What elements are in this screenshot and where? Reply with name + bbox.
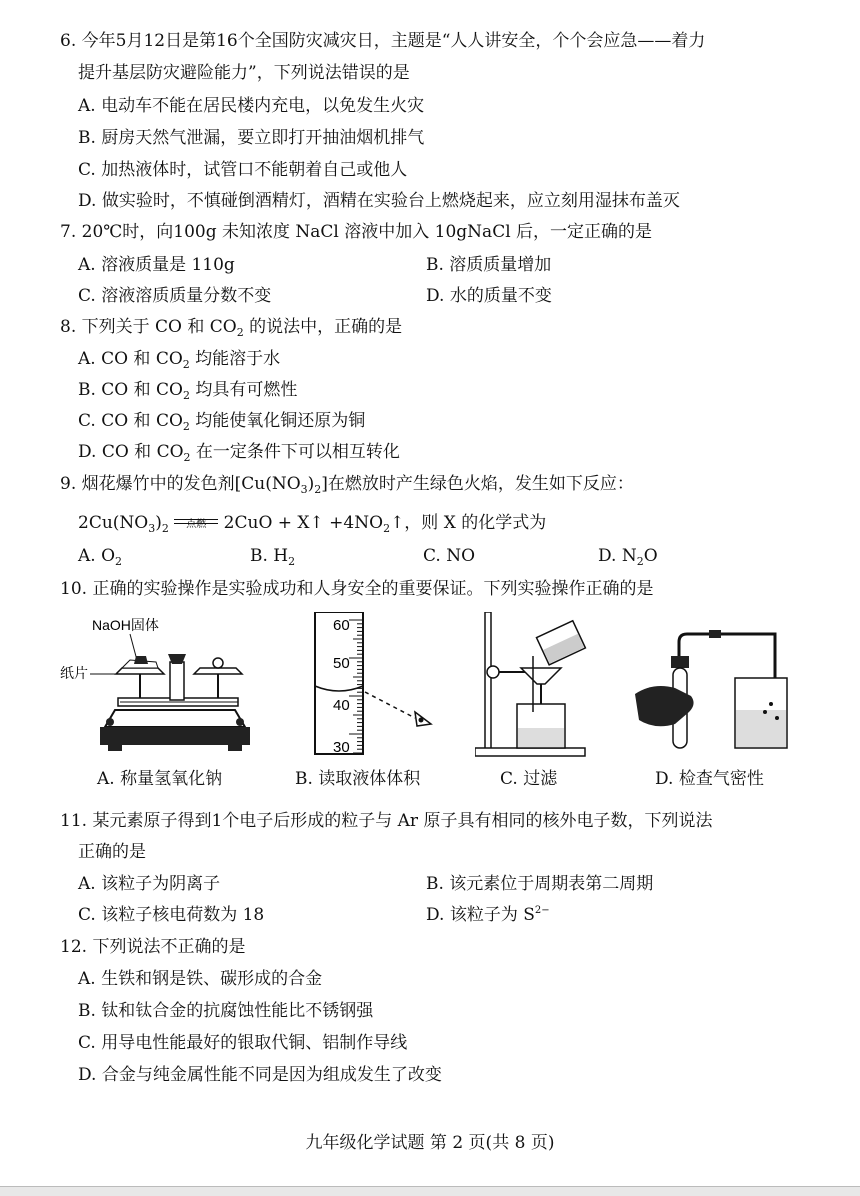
figure-d-caption: D. 检查气密性 xyxy=(655,769,764,789)
q11-stem-line2: 正确的是 xyxy=(78,842,146,862)
q7-option-a: A. 溶液质量是 110g xyxy=(78,255,235,275)
q7-option-c: C. 溶液溶质质量分数不变 xyxy=(78,286,272,306)
q9-option-a: A. $O_2$ xyxy=(78,546,123,568)
q8-option-c: C. CO 和 $CO_2$ 均能使氧化铜还原为铜 xyxy=(78,411,366,433)
cylinder-figure xyxy=(295,612,465,762)
q9-equation: $2Cu(NO_3)_2$ 点燃 2CuO + X↑ $+4NO_2↑$，则 X 的化学式为 xyxy=(78,513,547,535)
q11-option-b: B. 该元素位于周期表第二周期 xyxy=(426,874,654,894)
q6-option-a: A. 电动车不能在居民楼内充电，以免发生火灾 xyxy=(78,96,425,116)
q8-option-b: B. CO 和 $CO_2$ 均具有可燃性 xyxy=(78,380,298,402)
q12-option-d: D. 合金与纯金属性能不同是因为组成发生了改变 xyxy=(78,1065,442,1085)
figure-a-caption: A. 称量氢氧化钠 xyxy=(97,769,223,789)
q7-option-d: D. 水的质量不变 xyxy=(426,286,552,306)
balance-figure xyxy=(60,612,260,762)
q6-stem-line2: 提升基层防灾避险能力”，下列说法错误的是 xyxy=(78,63,410,83)
q7-stem: 7. 20℃时，向100g 未知浓度 NaCl 溶液中加入 10gNaCl 后，一定正确的是 xyxy=(60,222,653,242)
tick-label-50: 50 xyxy=(333,655,350,672)
tick-label-30: 30 xyxy=(333,739,350,756)
airtightness-figure xyxy=(635,612,790,762)
q12-stem: 12. 下列说法不正确的是 xyxy=(60,937,246,957)
paper-label: 纸片 xyxy=(60,665,88,681)
q11-stem-line1: 11. 某元素原子得到1个电子后形成的粒子与 Ar 原子具有相同的核外电子数，下列说法 xyxy=(60,811,713,831)
q11-option-a: A. 该粒子为阴离子 xyxy=(78,874,221,894)
q12-option-c: C. 用导电性能最好的银取代铜、铝制作导线 xyxy=(78,1033,408,1053)
q6-option-b: B. 厨房天然气泄漏，要立即打开抽油烟机排气 xyxy=(78,128,425,148)
q6-option-c: C. 加热液体时，试管口不能朝着自己或他人 xyxy=(78,160,408,180)
q8-stem: 8. 下列关于 CO 和 $CO_2$ 的说法中，正确的是 xyxy=(60,317,403,339)
q11-option-c: C. 该粒子核电荷数为 18 xyxy=(78,905,265,925)
q7-option-b: B. 溶质质量增加 xyxy=(426,255,552,275)
q11-option-d: D. 该粒子为 $S^{2-}$ xyxy=(426,905,550,925)
q9-option-d: D. $N_2O$ xyxy=(598,546,658,568)
q6-option-d: D. 做实验时，不慎碰倒酒精灯，酒精在实验台上燃烧起来，应立刻用湿抹布盖灭 xyxy=(78,191,680,211)
tick-label-40: 40 xyxy=(333,697,350,714)
q12-option-b: B. 钛和钛合金的抗腐蚀性能比不锈钢强 xyxy=(78,1001,374,1021)
figure-c-caption: C. 过滤 xyxy=(500,769,558,789)
figure-b-caption: B. 读取液体体积 xyxy=(295,769,421,789)
q9-option-b: B. $H_2$ xyxy=(250,546,296,568)
page-footer: 九年级化学试题 第 2 页(共 8 页) xyxy=(305,1133,555,1153)
reaction-arrow xyxy=(174,519,218,530)
q6-stem-line1: 6. 今年5月12日是第16个全国防灾减灾日，主题是“人人讲安全，个个会应急——着力 xyxy=(60,31,706,51)
q12-option-a: A. 生铁和钢是铁、碳形成的合金 xyxy=(78,969,323,989)
filtration-figure xyxy=(475,612,625,762)
q9-stem: 9. 烟花爆竹中的发色剂$[Cu(NO_3)_2]$在燃放时产生绿色火焰，发生如下反应： xyxy=(60,474,634,496)
q9-option-c: C. NO xyxy=(423,546,476,566)
naoh-label: NaOH固体 xyxy=(92,617,159,633)
reaction-condition: 点燃 xyxy=(186,519,207,530)
q8-option-a: A. CO 和 $CO_2$ 均能溶于水 xyxy=(78,349,281,371)
tick-label-60: 60 xyxy=(333,617,350,634)
q10-stem: 10. 正确的实验操作是实验成功和人身安全的重要保证。下列实验操作正确的是 xyxy=(60,579,654,599)
q8-option-d: D. CO 和 $CO_2$ 在一定条件下可以相互转化 xyxy=(78,442,400,464)
